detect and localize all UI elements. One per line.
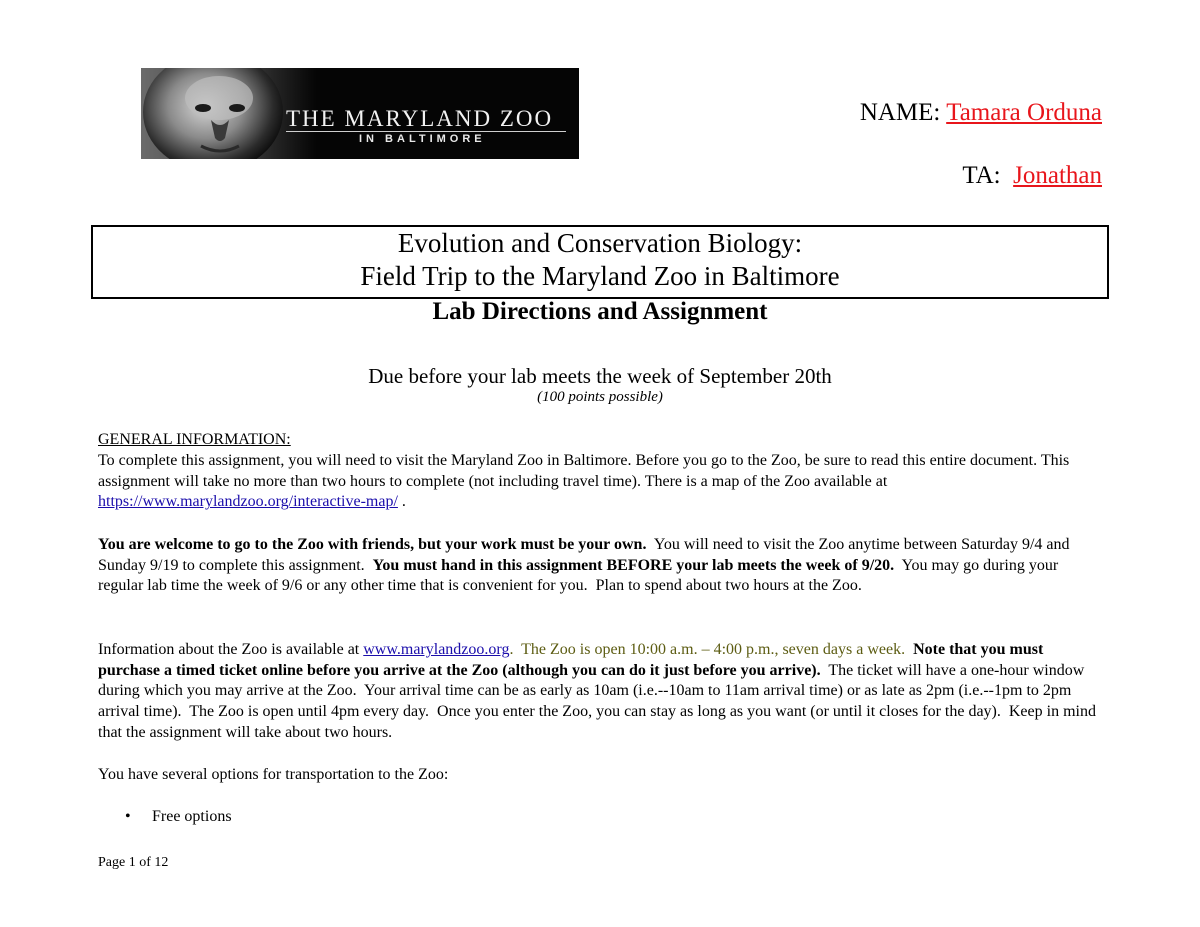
list-item bbox=[125, 808, 232, 826]
ta-label: TA: bbox=[962, 162, 1014, 189]
title-line-2: Field Trip to the Maryland Zoo in Baltimore bbox=[360, 261, 840, 291]
para3-bold: Note that you must purchase a timed ticket online before you arrive at the Zoo (although you can do it just before you arrive). bbox=[98, 641, 1048, 679]
bullet-text: Free options bbox=[152, 808, 232, 825]
ta-field bbox=[962, 162, 1102, 190]
logo-divider bbox=[286, 131, 566, 132]
para1-text: To complete this assignment, you will need to visit the Maryland Zoo in Baltimore. Before you go to the Zoo, be sure to read this entire document. This assignment will take no more than two hours to complete (not including travel time). There is a map of the Zoo available at bbox=[98, 452, 1070, 490]
para2-text-1: You will need to visit the Zoo anytime between Saturday 9/4 and Sunday 9/19 to complete this assignment. bbox=[98, 536, 1074, 574]
ta-value: Jonathan bbox=[1013, 162, 1102, 189]
para2-text-2: You may go during your regular lab time the week of 9/6 or any other time that is convenient for you. Plan to spend about two hours at the Zoo. bbox=[98, 556, 1063, 595]
paragraph-info bbox=[98, 640, 1098, 744]
points-possible: (100 points possible) bbox=[537, 389, 663, 405]
para3-hours: . The Zoo is open 10:00 a.m. – 4:00 p.m., seven days a week. bbox=[509, 641, 906, 658]
paragraph-transport: You have several options for transportation to the Zoo: bbox=[98, 766, 449, 783]
due-date: Due before your lab meets the week of September 20th bbox=[368, 364, 832, 388]
para3-text-1: Information about the Zoo is available at bbox=[98, 641, 364, 658]
logo-title: THE MARYLAND ZOO bbox=[286, 106, 554, 131]
name-label: NAME: bbox=[859, 99, 947, 126]
bullet-icon: • bbox=[125, 808, 131, 825]
paragraph-intro bbox=[98, 451, 1098, 513]
para2-bold-2: You must hand in this assignment BEFORE your lab meets the week of 9/20. bbox=[372, 556, 895, 574]
name-field bbox=[860, 99, 1102, 127]
name-value: Tamara Orduna bbox=[946, 99, 1102, 126]
para3-text-2: The ticket will have a one-hour window during which you may arrive at the Zoo. Your arrival time can be as early as 10am (i.e.--10am to 11am arrival time) or as late as 2pm (i.e.--1pm to 2pm arrival time). The Zoo is open until 4pm every day. Once you enter the Zoo, you can stay as long as you want (or until it closes for the day). Keep in mind that the assignment will take about two hours. bbox=[98, 661, 1100, 741]
general-info-heading: GENERAL INFORMATION: bbox=[98, 431, 291, 448]
page-number: Page 1 of 12 bbox=[98, 855, 169, 870]
title-box bbox=[91, 225, 1109, 299]
paragraph-visit bbox=[98, 535, 1098, 597]
para1-after: . bbox=[397, 493, 406, 511]
zoo-logo bbox=[141, 68, 579, 159]
title-line-1: Evolution and Conservation Biology: bbox=[397, 228, 803, 258]
para2-bold-1: You are welcome to go to the Zoo with friends, but your work must be your own. bbox=[98, 536, 647, 553]
zoo-website-link[interactable]: www.marylandzoo.org bbox=[363, 641, 510, 658]
subtitle: Lab Directions and Assignment bbox=[432, 298, 768, 325]
logo-subtitle: IN BALTIMORE bbox=[359, 133, 486, 145]
interactive-map-link[interactable]: https://www.marylandzoo.org/interactive-map/ bbox=[98, 493, 398, 511]
